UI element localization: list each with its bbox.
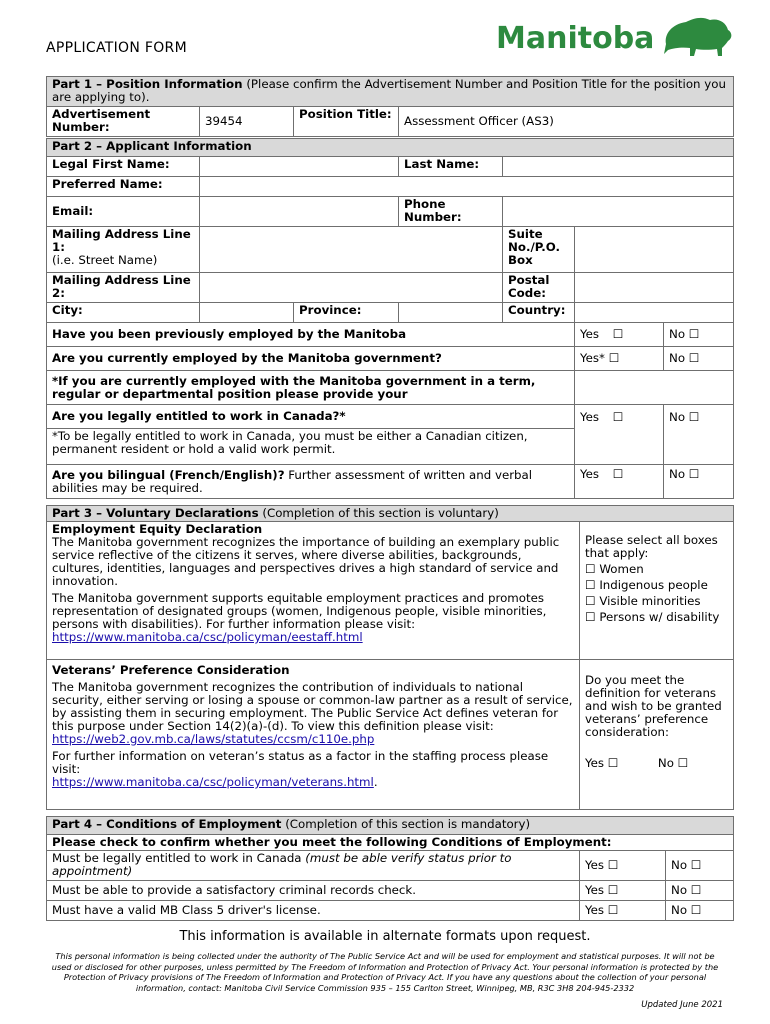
yes-label: Yes [580, 327, 600, 341]
checkbox-icon[interactable]: ☐ [688, 351, 700, 365]
condition-drivers-license: Must have a valid MB Class 5 driver's license. [47, 901, 580, 921]
part4-header: Part 4 – Conditions of Employment (Completion of this section is mandatory) [47, 817, 734, 835]
city-label: City: [47, 303, 200, 323]
alternate-formats-note: This information is available in alternate formats upon request. [179, 929, 591, 944]
q-legally-entitled: Are you legally entitled to work in Canada?* [47, 405, 575, 429]
veterans-act-link[interactable]: https://web2.gov.mb.ca/laws/statutes/ccsm/c110e.php [52, 732, 375, 746]
note-current-blank [575, 371, 734, 405]
phone-label: Phone Number: [399, 197, 503, 227]
bilingual-no[interactable] [664, 465, 734, 499]
mailing-line1-label: Mailing Address Line 1: [52, 227, 191, 254]
checkbox-icon[interactable]: ☐ [612, 467, 624, 481]
previously-employed-yes[interactable] [575, 323, 664, 347]
part2-header: Part 2 – Applicant Information [47, 139, 734, 157]
checkbox-icon[interactable]: ☐ [607, 858, 619, 872]
no-label: No [669, 410, 686, 424]
part1-header: Part 1 – Position Information (Please confirm the Advertisement Number and Position Title for the position you are applying to). [47, 77, 734, 107]
email-field[interactable] [200, 197, 399, 227]
condition-criminal-check-no[interactable] [666, 881, 734, 901]
eestaff-link[interactable]: https://www.manitoba.ca/csc/policyman/eestaff.html [52, 630, 363, 644]
preferred-name-field[interactable] [200, 177, 734, 197]
employment-equity-options [580, 522, 734, 660]
country-label: Country: [503, 303, 575, 323]
part2-table [46, 138, 734, 499]
ee-option-women[interactable]: ☐ Women [585, 562, 644, 576]
no-label: No [671, 858, 688, 872]
legally-entitled-no[interactable] [664, 405, 734, 465]
bison-icon [664, 18, 731, 56]
part3-header: Part 3 – Voluntary Declarations (Completion of this section is voluntary) [47, 506, 734, 522]
city-field[interactable] [200, 303, 294, 323]
ee-option-visible-minorities[interactable]: ☐ Visible minorities [585, 594, 701, 608]
first-name-label: Legal First Name: [47, 157, 200, 177]
employment-equity-p2: The Manitoba government supports equitable employment practices and promotes representation of designated groups (women, Indigenous people, visible minorities, persons with disabilities). For further information please visit: [52, 591, 547, 631]
advertisement-number-value[interactable]: 39454 [200, 107, 294, 137]
position-title-value[interactable]: Assessment Officer (AS3) [399, 107, 734, 137]
employment-equity-section [47, 522, 580, 660]
yes-label: Yes [580, 467, 600, 481]
condition-criminal-check-yes[interactable] [580, 881, 666, 901]
phone-field[interactable] [503, 197, 734, 227]
veterans-yes-no[interactable] [585, 757, 728, 770]
checkbox-icon[interactable]: ☐ [677, 756, 689, 770]
mailing-line1-label-cell [47, 227, 200, 273]
no-label: No [669, 327, 686, 341]
email-label: Email: [47, 197, 200, 227]
checkbox-icon[interactable]: ☐ [690, 903, 702, 917]
postal-code-label: Postal Code: [503, 273, 575, 303]
logo-wordmark: Manitoba [496, 21, 655, 56]
yes-label: Yes [585, 858, 605, 872]
bilingual-yes[interactable] [575, 465, 664, 499]
veterans-question-cell [580, 660, 734, 810]
part3-table [46, 505, 734, 810]
ee-option-disability[interactable]: ☐ Persons w/ disability [585, 610, 720, 624]
no-label: No [671, 883, 688, 897]
no-label: No [657, 756, 674, 770]
currently-employed-yes[interactable] [575, 347, 664, 371]
legally-entitled-yes[interactable] [575, 405, 664, 465]
no-label: No [669, 351, 686, 365]
last-name-field[interactable] [503, 157, 734, 177]
q-bilingual: Are you bilingual (French/English)? Further assessment of written and verbal abilities may be required. [47, 465, 575, 499]
q-currently-employed: Are you currently employed by the Manitoba government? [47, 347, 575, 371]
checkbox-icon[interactable]: ☐ [612, 327, 624, 341]
condition-criminal-check: Must be able to provide a satisfactory criminal records check. [47, 881, 580, 901]
q-previously-employed: Have you been previously employed by the Manitoba [47, 323, 575, 347]
no-label: No [669, 467, 686, 481]
updated-date: Updated June 2021 [641, 1000, 723, 1010]
no-label: No [671, 903, 688, 917]
checkbox-icon[interactable]: ☐ [607, 756, 619, 770]
currently-employed-no[interactable] [664, 347, 734, 371]
yes-label: Yes [585, 756, 605, 770]
province-label: Province: [294, 303, 399, 323]
checkbox-icon[interactable]: ☐ [608, 351, 620, 365]
checkbox-icon[interactable]: ☐ [690, 858, 702, 872]
mailing-line2-label: Mailing Address Line 2: [47, 273, 200, 303]
mailing-line2-field[interactable] [200, 273, 503, 303]
checkbox-icon[interactable]: ☐ [688, 410, 700, 424]
first-name-field[interactable] [200, 157, 399, 177]
note-legally-entitled: *To be legally entitled to work in Canada, you must be either a Canadian citizen, permanent resident or hold a valid work permit. [47, 429, 575, 465]
checkbox-icon[interactable]: ☐ [607, 903, 619, 917]
condition-legal-work: Must be legally entitled to work in Canada (must be able verify status prior to appointment) [47, 851, 580, 881]
previously-employed-no[interactable] [664, 323, 734, 347]
veterans-question: Do you meet the definition for veterans and wish to be granted veterans’ preference consideration: [585, 673, 722, 739]
condition-legal-work-yes[interactable] [580, 851, 666, 881]
checkbox-icon[interactable]: ☐ [688, 327, 700, 341]
position-title-label: Position Title: [294, 107, 399, 137]
checkbox-icon[interactable]: ☐ [607, 883, 619, 897]
yes-label: Yes* [580, 351, 605, 365]
ee-option-indigenous[interactable]: ☐ Indigenous people [585, 578, 708, 592]
province-field[interactable] [399, 303, 503, 323]
suite-label: Suite No./P.O. Box [503, 227, 575, 273]
mailing-line1-field[interactable] [200, 227, 503, 273]
privacy-notice: This personal information is being collected under the authority of The Public Service Act and will be used for employment and statistical purposes. It will not be used or disclosed for other purposes, unless permitted by The Freedom of Information and Protection of Privacy Act. Your personal information is protected by the Protection of Privacy provisions of The Freedom of Information and Protection of Privacy Act. If you have any questions about the collection of your personal information, contact: Manitoba Civil Service Commission 935 – 155 Carlton Street, Winnipeg, MB, R3C 3H8 204-945-2332 [51, 951, 719, 993]
veterans-section: Veterans’ Preference Consideration The Manitoba government recognizes the contribution of individuals to national security, either serving or losing a spouse or common-law partner as a result of service, by assisting them in securing employment. The Public Service Act defines veteran for this purpose under Section 14(2)(a)-(d). To view this definition please visit: https://web2.gov.mb.ca/laws/statutes/ccsm/c110e.php For further information on veteran’s status as a factor in the staffing process please visit: https://www.manitoba.ca/csc/policyman/veterans.html. [47, 660, 580, 810]
checkbox-icon[interactable]: ☐ [688, 467, 700, 481]
condition-drivers-license-yes[interactable] [580, 901, 666, 921]
part4-table [46, 816, 734, 921]
veterans-p2: For further information on veteran’s status as a factor in the staffing process please visit: [52, 749, 549, 776]
note-current-employee: *If you are currently employed with the Manitoba government in a term, regular or departmental position please provide your [47, 371, 575, 405]
advertisement-number-label: Advertisement Number: [47, 107, 200, 137]
form-title: APPLICATION FORM [46, 40, 187, 56]
veterans-policy-link[interactable]: https://www.manitoba.ca/csc/policyman/veterans.html [52, 775, 374, 789]
suite-field[interactable] [575, 227, 734, 273]
veterans-title: Veterans’ Preference Consideration [52, 663, 290, 677]
condition-drivers-license-no[interactable] [666, 901, 734, 921]
last-name-label: Last Name: [399, 157, 503, 177]
part4-instruction: Please check to confirm whether you meet the following Conditions of Employment: [47, 835, 734, 851]
country-field[interactable] [575, 303, 734, 323]
yes-label: Yes [580, 410, 600, 424]
preferred-name-label: Preferred Name: [47, 177, 200, 197]
employment-equity-p1: The Manitoba government recognizes the importance of building an exemplary public service reflective of the citizens it serves, where diverse abilities, backgrounds, cultures, identities, languages and perspectives drives a high standard of service and innovation. [52, 535, 560, 588]
checkbox-icon[interactable]: ☐ [612, 410, 624, 424]
ee-select-prompt: Please select all boxes that apply: [585, 533, 718, 560]
veterans-p1: The Manitoba government recognizes the contribution of individuals to national security, either serving or losing a spouse or common-law partner as a result of service, by assisting them in securing employment. The Public Service Act defines veteran for this purpose under Section 14(2)(a)-(d). To view this definition please visit: [52, 680, 573, 733]
checkbox-icon[interactable]: ☐ [690, 883, 702, 897]
mailing-line1-hint: (i.e. Street Name) [52, 253, 158, 267]
part1-table [46, 76, 734, 137]
yes-label: Yes [585, 903, 605, 917]
condition-legal-work-no[interactable] [666, 851, 734, 881]
postal-code-field[interactable] [575, 273, 734, 303]
yes-label: Yes [585, 883, 605, 897]
manitoba-logo [496, 14, 736, 60]
employment-equity-title: Employment Equity Declaration [52, 522, 263, 536]
